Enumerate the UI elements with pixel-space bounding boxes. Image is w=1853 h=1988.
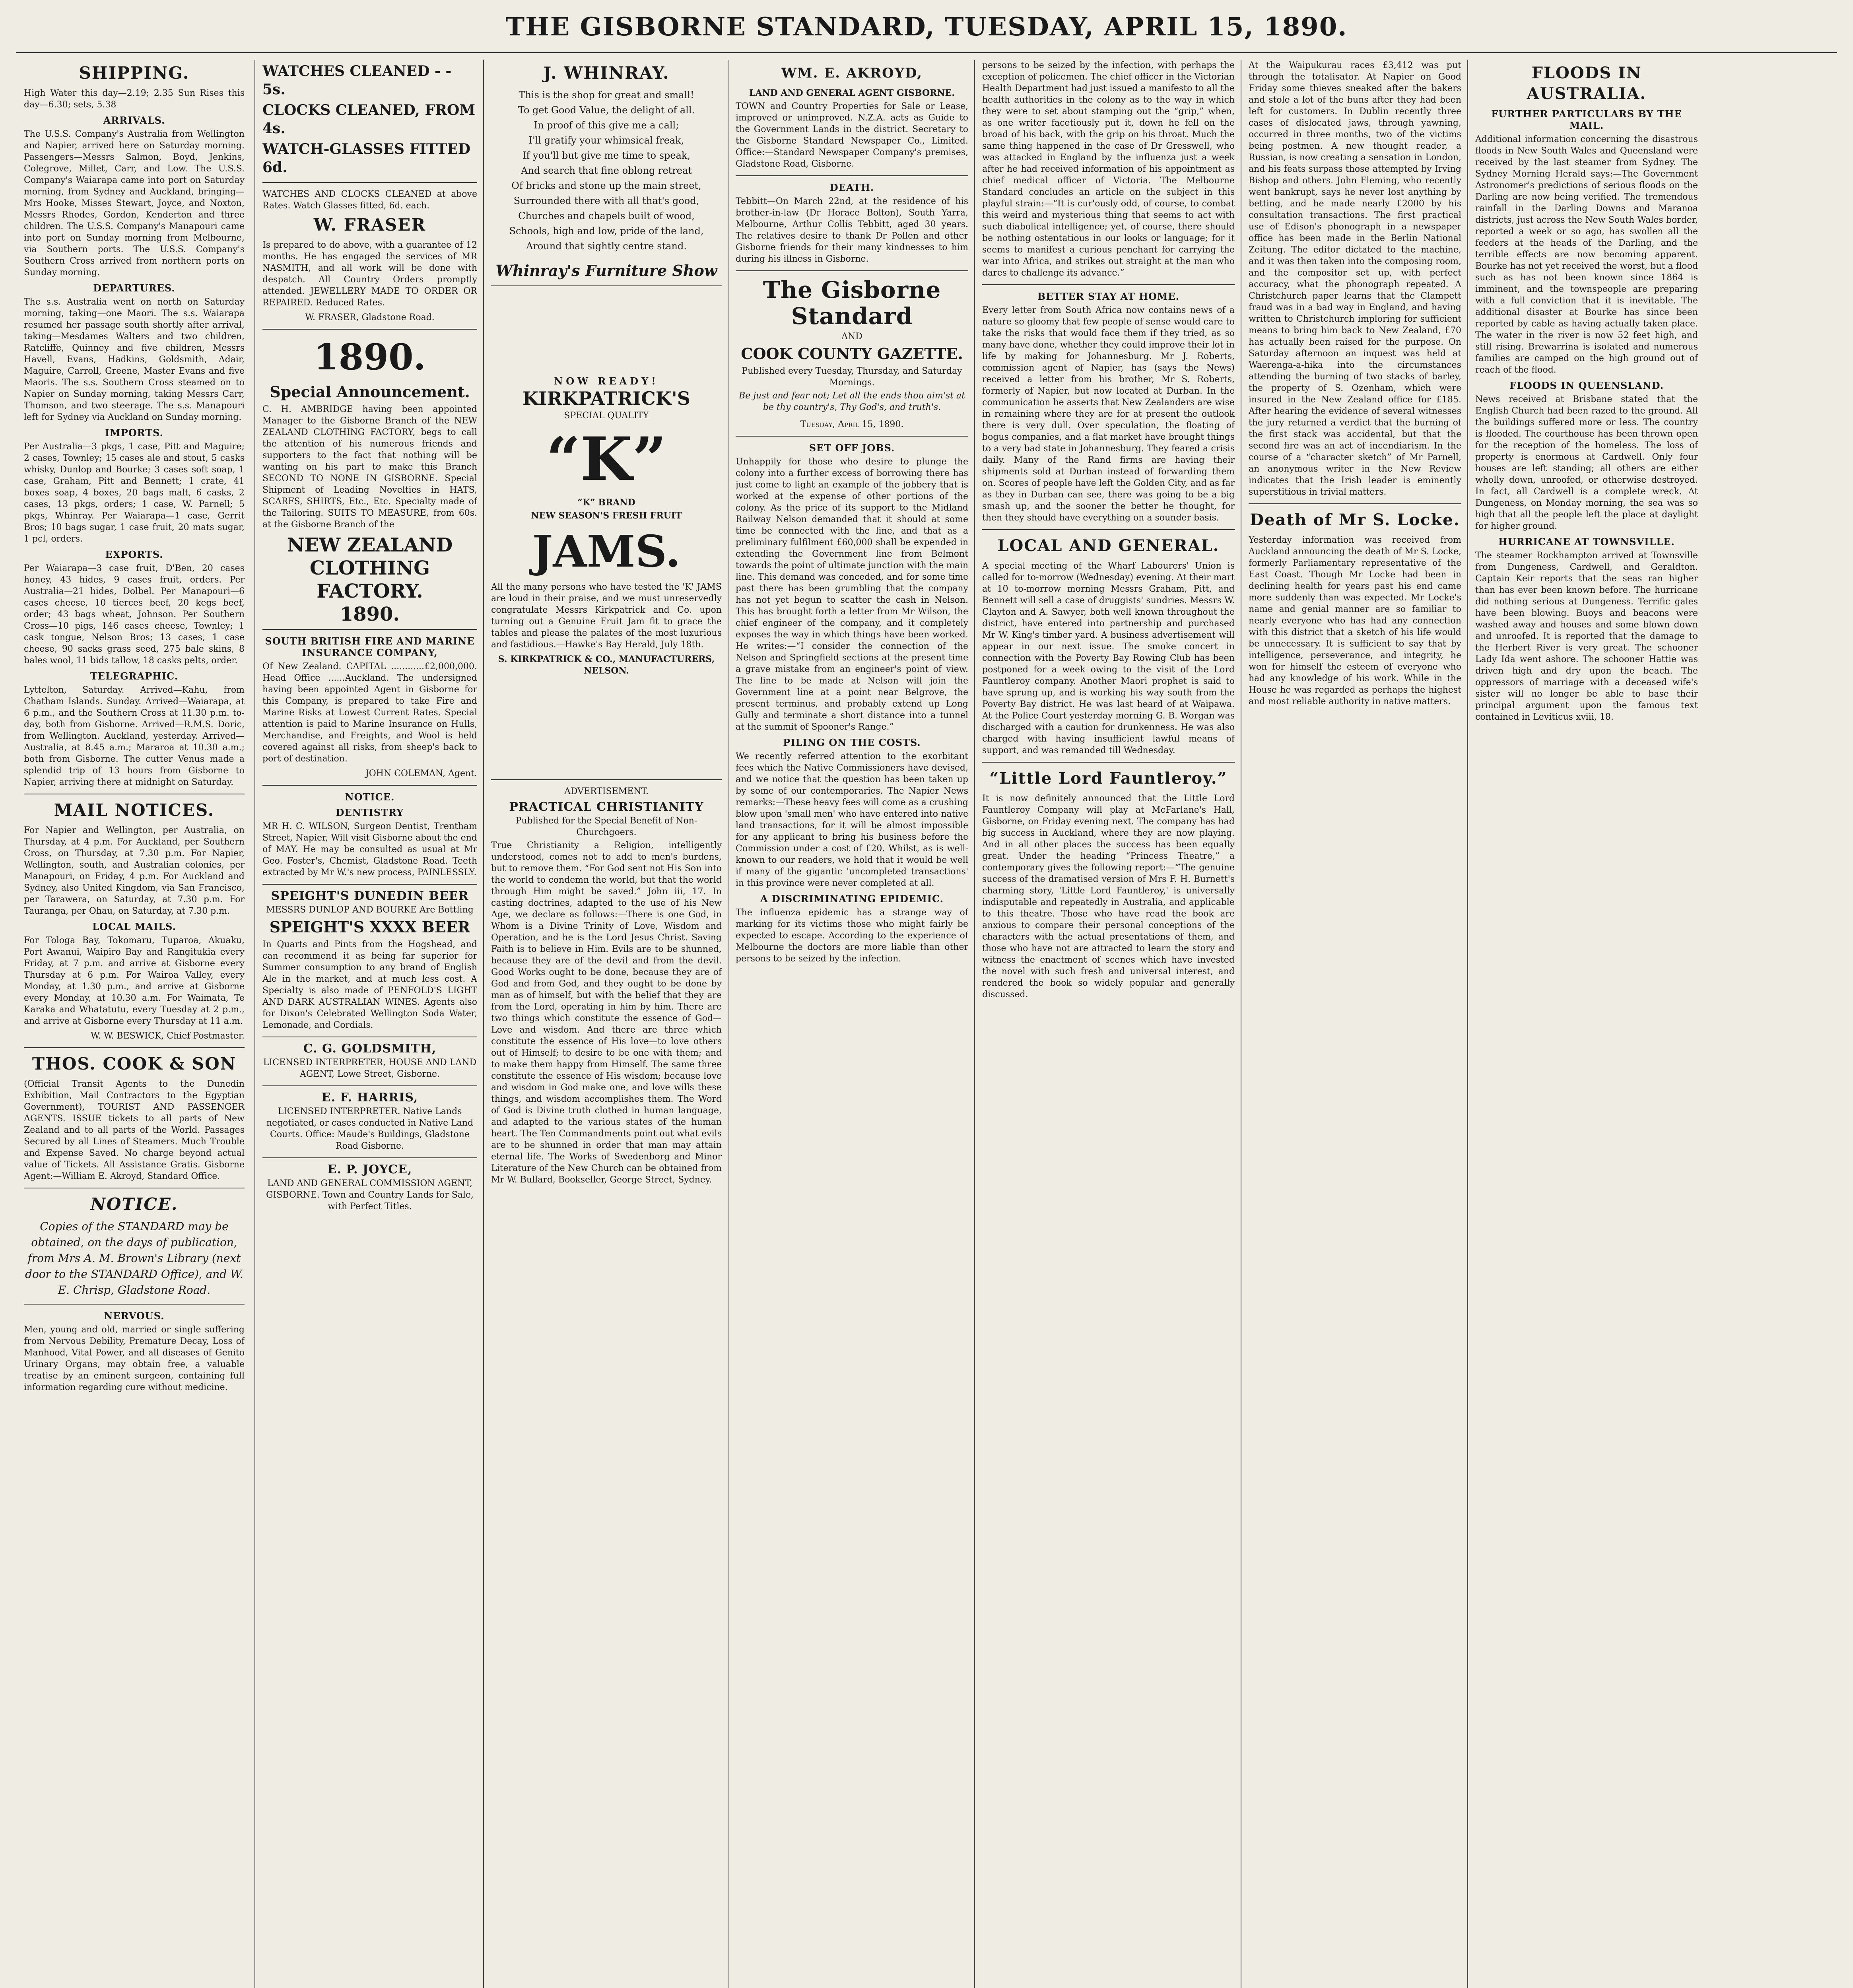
better-stay-heading: BETTER STAY AT HOME. <box>1037 291 1180 302</box>
whinray-verse <box>491 87 722 254</box>
masthead: THE GISBORNE STANDARD, TUESDAY, APRIL 15, 1890. <box>505 12 1348 42</box>
verse-line: To get Good Value, the delight of all. <box>518 105 695 116</box>
speight-sub: MESSRS DUNLOP AND BOURKE Are Bottling <box>266 905 474 915</box>
column-rule <box>1467 60 1468 1988</box>
divider <box>24 1047 245 1048</box>
setoff-heading: SET OFF JOBS. <box>809 442 895 454</box>
harris-heading: E. F. HARRIS, <box>321 1091 418 1105</box>
local-general-heading: LOCAL AND GENERAL. <box>997 536 1220 555</box>
column-4 <box>736 60 968 1988</box>
dentistry-notice: NOTICE. <box>345 791 395 803</box>
paper-title: The Gisborne Standard <box>763 276 941 330</box>
divider <box>736 436 968 437</box>
shipping-heading: SHIPPING. <box>79 63 190 83</box>
column-2 <box>262 60 477 1988</box>
furniture-show: Whinray's Furniture Show <box>495 262 717 280</box>
hurricane-text: The steamer Rockhampton arrived at Townsville from Dungeness, Cardwell, and Geraldton. Captain Keir reports that the seas ran higher than has ever been known before. The hurricane did nothing serious at Dungeness. Terrific gales have been blowing. Buoys and beacons were washed away and houses and some blown down and unroofed. It is reported that the damage to the Herbert River is very great. The schooner Lady Ida went ashore. The schooner Hattie was driven high and dry upon the beach. The oppressors of marriage with a deceased wife's sister will no longer be able to base their principal argument upon the famous text contained in Leviticus xviii, 18. <box>1475 551 1698 722</box>
speight-beer: SPEIGHT'S XXXX BEER <box>269 918 470 936</box>
advertisement-label: ADVERTISEMENT. <box>564 786 649 796</box>
spacer <box>491 678 722 774</box>
year-heading: 1890. <box>314 336 426 378</box>
nz-year: 1890. <box>340 603 400 625</box>
epidemic-continued: persons to be seized by the infection, with perhaps the exception of policemen. The chief officer in the Victorian Health Department had just issued a manifesto to all the health authorities in the colony as to the way in which they were to set about stamping out the “grip,” when, as one writer facetiously put it, down he fell on the broad of his back, with the grip on his throat. Much the same thing happened in the case of Dr Gresswell, who was attacked in England by the influenza just a week after he had received information of his appointment as chief medical officer of Victoria. The Melbourne Standard concludes an article on the subject in this playful strain:—“It is cur'ously odd, of course, to combat this weird and mysterious thing that seems to act with such diabolical intelligence; yet, of course, there should be nothing ostentatious in our looks or language; for it seems to manifest a curious penchant for carrying the war into Africa, and strikes out straight at the man who dares to challenge its advance.” <box>982 60 1235 278</box>
divider <box>24 1304 245 1305</box>
joyce-heading: E. P. JOYCE, <box>327 1163 412 1176</box>
akroyd-sub: LAND AND GENERAL AGENT GISBORNE. <box>749 88 955 98</box>
notice-heading: NOTICE. <box>90 1194 178 1214</box>
insurance-heading: SOUTH BRITISH FIRE AND MARINE INSURANCE COMPANY, <box>265 635 475 658</box>
verse-line: Surrounded there with all that's good, <box>513 195 699 206</box>
death-heading: DEATH. <box>829 182 874 193</box>
motto: Be just and fear not; Let all the ends thou aim'st at be thy country's, Thy God's, and truth's. <box>739 391 965 412</box>
locke-heading: Death of Mr S. Locke. <box>1250 511 1460 529</box>
verse-line: Around that sightly centre stand. <box>526 241 687 252</box>
akroyd-heading: WM. E. AKROYD, <box>781 65 923 81</box>
verse-line: And search that fine oblong retreat <box>521 165 692 176</box>
divider <box>982 529 1235 530</box>
divider <box>262 182 477 183</box>
divider <box>262 329 477 330</box>
exports-text: Per Waiarapa—3 case fruit, D'Ben, 20 cases honey, 43 hides, 9 cases fruit, orders. Per Australia—21 hides, Dolbel. Per Manapouri—6 cases cheese, 10 tierces beef, 20 kegs beef, order; 43 bags wheat, Johnson. Per Southern Cross—10 pigs, 146 cases cheese, Townley; 1 cask tongue, Nelson Bros; 13 cases, 1 case cheese, 90 sacks grass seed, 275 bale skins, 8 bales wool, 11 bids tallow, 18 casks pelts, order. <box>24 563 245 666</box>
divider <box>262 884 477 885</box>
floods-queensland-text: News received at Brisbane stated that the English Church had been razed to the ground. All the buildings suffered more or less. The country is flooded. The courthouse has been thrown open for the reception of the homeless. The loss of property is enormous at Cardwell. Only four houses are left standing; all others are either wholly down, unroofed, or otherwise destroyed. In fact, all Cardwell is a complete wreck. At Dungeness, on Monday morning, the sea was so high that all the people left the place at daylight for higher ground. <box>1475 394 1698 531</box>
floods-australia-heading: FLOODS IN AUSTRALIA. <box>1527 64 1647 103</box>
tides: High Water this day—2.19; 2.35 Sun Rises this day—6.30; sets, 5.38 <box>24 88 245 110</box>
nervous-heading: NERVOUS. <box>104 1310 165 1322</box>
local-items: At the Waipukurau races £3,412 was put through the totalisator. At Napier on Good Friday some thieves sneaked after the bakers and stole a lot of the buns after they had been left for customers. In Dublin recently three cases of dislocated jaws, through yawning, occurred in three months, two of the victims being postmen. A new thought reader, a Russian, is now creating a sensation in London, and his feats surpass those attempted by Irving Bishop and others. John Fleming, who recently went bankrupt, says he never lost anything by betting, and he made nearly £2000 by his consultation transactions. The first practical use of Edison's phonograph in a newspaper office has been made in the Berlin National Zeitung. The editor dictated to the machine, and it was then taken into the composing room, and the compositor set up, with perfect accuracy, what the phonograph repeated. A Christchurch paper learns that the Clampett fraud was in a bad way in England, and having written to Christchurch imploring for sufficient means to bring him back to New Zealand, £70 has actually been raised for the purpose. On Saturday afternoon an inquest was held at Waerenga-a-hika into the circumstances attending the burning of two stacks of barley, the property of S. Ozenham, which were insured in the New Zealand office for £185. After hearing the evidence of several witnesses the jury returned a verdict that the burning of the first stack was accidental, but that the second fire was an act of incendiarism. In the course of a “character sketch” of Mr Parnell, an anonymous writer in the New Review indicates that the Irish leader is eminently superstitious in trivial matters. <box>1249 60 1461 497</box>
paper-title-and: AND <box>841 332 862 342</box>
insurance-text: Of New Zealand. CAPITAL ............£2,000,000. Head Office ......Auckland. The undersigned having been appointed Agent in Gisborne for this Company, is prepared to take Fire and Marine Risks at Lowest Current Rates. Special attention is paid to Marine Insurance on Hulls, Merchandise, and Freights, and Wool is held covered against all risks, from sheep's back to port of destination. <box>262 662 477 764</box>
fraser-address: W. FRASER, Gladstone Road. <box>305 313 435 322</box>
divider <box>262 629 477 630</box>
jam-testimonial: All the many persons who have tested the 'K' JAMS are loud in their praise, and we must unreservedly congratulate Messrs Kirkpatrick and Co. upon turning out a Genuine Fruit Jam fit to grace the tables and please the palates of the most luxurious and fastidious.—Hawke's Bay Herald, July 18th. <box>491 582 722 650</box>
imports-heading: IMPORTS. <box>105 427 163 439</box>
cook-heading: THOS. COOK & SON <box>32 1054 237 1074</box>
fauntleroy-heading: “Little Lord Fauntleroy.” <box>989 769 1228 788</box>
departures-text: The s.s. Australia went on north on Saturday morning, taking—one Maori. The s.s. Waiarapa resumed her passage south shortly after arrival, taking—Mesdames Walters and two children, Ratcliffe, Quinney and five children, Messrs Havell, Evans, Hadkins, Goldsmith, Adair, Maguire, Carroll, Greene, Master Evans and five Maoris. The s.s. Southern Cross steamed on to Napier on Sunday morning, taking Messrs Carr, Thomson, and two steerage. The s.s. Manapouri left for Sydney via Auckland on Sunday morning. <box>24 297 245 422</box>
epidemic-text: The influenza epidemic has a strange way of marking for its victims those who might fairly be expected to escape. According to the experience of Melbourne the doctors are more liable than other persons to be seized by the infection. <box>736 908 968 964</box>
fraser-text: Is prepared to do above, with a guarantee of 12 months. He has engaged the services of MR NASMITH, and all work will be done with despatch. All Country Orders promptly attended. JEWELLERY MADE TO ORDER OR REPAIRED. Reduced Rates. <box>262 240 477 308</box>
akroyd-text: TOWN and Country Properties for Sale or Lease, improved or unimproved. N.Z.A. acts as Guide to the Government Lands in the district. Secretary to the Gisborne Standard Newspaper Co., Limited. Office:—Standard Newspaper Company's premises, Gladstone Road, Gisborne. <box>736 101 968 169</box>
watches-line: WATCHES CLEANED - - 5s. <box>262 63 452 98</box>
paper-subtitle: COOK COUNTY GAZETTE. <box>741 345 963 363</box>
k-mark: “K” <box>546 424 667 494</box>
divider <box>982 284 1235 285</box>
divider <box>736 175 968 176</box>
kirkpatrick-heading: KIRKPATRICK'S <box>522 388 690 409</box>
special-announcement: Special Announcement. <box>270 383 470 401</box>
hurricane-heading: HURRICANE AT TOWNSVILLE. <box>1498 536 1675 547</box>
issue-date: Tuesday, April 15, 1890. <box>800 419 904 429</box>
local-general-text: A special meeting of the Wharf Labourers' Union is called for to-morrow (Wednesday) evening. At their mart at 10 to-morrow morning Messrs Graham, Pitt, and Bennett will sell a case of druggists' sundries. Messrs W. Clayton and A. Sawyer, both well known throughout the district, have entered into partnership and purchased Mr W. King's timber yard. A business advertisement will appear in our next issue. The smoke concert in connection with the Poverty Bay Rowing Club has been postponed for a week owing to the visit of the Lord Fauntleroy company. Another Maori prophet is said to have sprung up, and is working his way south from the Poverty Bay district. He was last heard of at Waipawa. At the Police Court yesterday morning G. B. Worgan was discharged with a caution for drunkenness. He was also charged with having insufficient lawful means of support, and was remanded till Wednesday. <box>982 561 1235 755</box>
divider <box>262 785 477 786</box>
practical-christianity-text: True Christianity a Religion, intelligently understood, comes not to add to men's burdens, but to remove them. “For God sent not His Son into the world to condemn the world, but that the world through Him might be saved.” John iii, 17. In casting doctrines, adapted to the use of his New Age, we declare as follows:—There is one God, in Whom is a Divine Trinity of Love, Wisdom and Operation, and he is the Lord Jesus Christ. Saving Faith is to believe in Him. Evils are to be shunned, because they are of the devil and from the devil. Good Works ought to be done, because they are of God and from God, and they ought to be done by man as of himself, but with the belief that they are from the Lord, operating in him by him. There are two things which constitute the essence of God—Love and wisdom. And there are three which constitute the essence of His love—to love others out of Himself; to desire to be one with them; and to make them happy from Himself. The same three constitute the essence of His wisdom; because love and wisdom in God make one, and love wills these things, and wisdom accomplishes them. The Word of God is Divine truth clothed in human language, and adapted to the various states of the human heart. The Ten Commandments point out what evils are to be shunned in order that man may attain eternal life. The Works of Swedenborg and Minor Literature of the New Church can be obtained from Mr W. Bullard, Bookseller, George Street, Sydney. <box>491 841 722 1185</box>
arrivals-text: The U.S.S. Company's Australia from Wellington and Napier, arrived here on Saturday morning. Passengers—Messrs Salmon, Boyd, Jenkins, Colegrove, Millet, Carr, and Low. The U.S.S. Company's Waiarapa came into port on Saturday morning, from Sydney and Auckland, bringing—Mrs Hooke, Misses Stewart, Joyce, and Noxton, Messrs Rhodes, Gordon, Kenderton and three children. The U.S.S. Company's Manapouri came into port on Sunday morning from Melbourne, via Southern ports. The U.S.S. Company's Southern Cross arrived from northern ports on Sunday morning. <box>24 129 245 278</box>
exports-heading: EXPORTS. <box>105 549 163 560</box>
kirkpatrick-firm: S. KIRKPATRICK & CO., MANUFACTURERS, NELSON. <box>498 654 715 676</box>
now-ready: NOW READY! <box>554 375 659 387</box>
verse-line: Of bricks and stone up the main street, <box>511 180 701 191</box>
verse-line: I'll gratify your whimsical freak, <box>528 135 684 146</box>
masthead-rule <box>16 52 1837 53</box>
floods-sub: FURTHER PARTICULARS BY THE MAIL. <box>1491 108 1682 131</box>
verse-line: In proof of this give me a call; <box>534 120 679 131</box>
piling-heading: PILING ON THE COSTS. <box>783 737 921 748</box>
jams-heading: JAMS. <box>532 526 681 577</box>
local-mails-heading: LOCAL MAILS. <box>92 921 176 932</box>
special-quality: SPECIAL QUALITY <box>564 411 649 421</box>
divider <box>982 762 1235 763</box>
column-rule <box>974 60 975 1988</box>
new-season: NEW SEASON'S FRESH FRUIT <box>531 511 682 521</box>
whinray-heading: J. WHINRAY. <box>543 63 670 83</box>
practical-christianity-heading: PRACTICAL CHRISTIANITY <box>509 800 704 814</box>
verse-line: Churches and chapels built of wood, <box>518 210 695 221</box>
divider <box>262 1085 477 1086</box>
ambridge-text: C. H. AMBRIDGE having been appointed Manager to the Gisborne Branch of the NEW ZEALAND CLOTHING FACTORY, begs to call the attention of his numerous friends and supporters to the fact that nothing will be wanting on his part to make this Branch SECOND TO NONE IN GISBORNE. Special Shipment of Leading Novelties in HATS, SCARFS, SHIRTS, Etc., Etc. Specialty made of the Tailoring. SUITS TO MEASURE, from 60s. at the Gisborne Branch of the <box>262 404 477 530</box>
death-text: Tebbitt—On March 22nd, at the residence of his brother-in-law (Dr Horace Bolton), South Yarra, Melbourne, Arthur Collis Tebbitt, aged 30 years. The relatives desire to thank Dr Pollen and other Gisborne friends for their many kindnesses to him during his illness in Gisborne. <box>736 196 968 264</box>
piling-text: We recently referred attention to the exorbitant fees which the Native Commissioners have devised, and we notice that the question has been taken up by some of our contemporaries. The Napier News remarks:—These heavy fees will come as a crushing blow upon 'small men' who have entered into native land transactions, for it will be almost impossible for any applicant to bring his business before the Commission under a cost of £20. Whilst, as is well-known to our readers, we hold that it would be well if many of the gigantic 'uncompleted transactions' in this province were never completed at all. <box>736 751 968 888</box>
divider <box>1249 503 1461 504</box>
divider <box>262 1157 477 1158</box>
local-mails-text: For Tologa Bay, Tokomaru, Tuparoa, Akuaku, Port Awanui, Waipiro Bay and Rangitukia every Friday, at 7 p.m. and arrive at Gisborne every Thursday at 6 p.m. For Wairoa Valley, every Monday, at 1.30 p.m., and arrive at Gisborne every Monday, at 10.30 a.m. For Waimata, Te Karaka and Whatatutu, every Tuesday at 2 p.m., and arrive at Gisborne every Thursday at 11 a.m. <box>24 936 245 1026</box>
notice-text: Copies of the STANDARD may be obtained, on the days of publication, from Mrs A. M. Brown's Library (next door to the STANDARD Office), and W. E. Chrisp, Gladstone Road. <box>25 1220 243 1297</box>
column-rule <box>483 60 484 1988</box>
divider <box>491 285 722 286</box>
departures-heading: DEPARTURES. <box>93 282 175 294</box>
better-stay-text: Every letter from South Africa now contains news of a nature so gloomy that few people of sense would care to take the risks that would face them if they tried, as so many have done, whether they could improve their lot in life by making for Johannesburg. Mr J. Roberts, commission agent of Napier, has (says the News) received a letter from his brother, Mr S. Roberts, formerly of Napier, but now located at Durban. In the communication he asserts that New Zealanders are wise in remaining where they are for at present the outlook there is very dull. Over speculation, the floating of bogus companies, and a flat market have brought things to a very bad state in Johannesburg. They feared a crisis daily. Many of the Rand firms are having their shipments sold at Durban instead of forwarding them on. Scores of people have left the Golden City, and as far as they in Durban can see, there was going to be a big smash up, and the sooner the better he thought, for then they should have everything on a sounder basis. <box>982 305 1235 523</box>
imports-text: Per Australia—3 pkgs, 1 case, Pitt and Maguire; 2 cases, Townley; 15 cases ale and stout, 5 casks whisky, Dunlop and Bourke; 3 cases soft soap, 1 case, Graham, Pitt and Bennett; 1 crate, 41 boxes soap, 4 boxes, 20 bags malt, 6 casks, 2 cases, 13 pkgs, orders; 1 case, W. Parnell; 5 pkgs, Whinray. Per Waiarapa—1 case, Gerrit Bros; 10 bags sugar, 1 case fruit, 20 mats sugar, 1 pcl, orders. <box>24 442 245 544</box>
nervous-text: Men, young and old, married or single suffering from Nervous Debility, Premature Decay, Loss of Manhood, Vital Power, and all diseases of Genito Urinary Organs, may obtain free, a valuable treatise by an eminent surgeon, containing full information regarding cure without medicine. <box>24 1325 245 1392</box>
verse-line: This is the shop for great and small! <box>519 89 694 101</box>
mail-notices-heading: MAIL NOTICES. <box>54 800 215 820</box>
spacer <box>491 292 722 371</box>
k-brand: “K” BRAND <box>577 497 635 508</box>
cook-text: (Official Transit Agents to the Dunedin Exhibition, Mail Contractors to the Egyptian Government), TOURIST AND PASSENGER AGENTS. ISSUE tickets to all parts of New Zealand and to all parts of the World. Passages Secured by all Lines of Steamers. Much Trouble and Expense Saved. No charge beyond actual value of Tickets. All Assistance Gratis. Gisborne Agent:—William E. Akroyd, Standard Office. <box>24 1079 245 1181</box>
verse-line: If you'll but give me time to speak, <box>522 150 691 161</box>
watches-body: WATCHES AND CLOCKS CLEANED at above Rates. Watch Glasses fitted, 6d. each. <box>262 189 477 211</box>
glasses-line: WATCH-GLASSES FITTED 6d. <box>262 141 471 176</box>
locke-text: Yesterday information was received from Auckland announcing the death of Mr S. Locke, formerly Parliamentary representative of the East Coast. Though Mr Locke had been in declining health for years past his end came more suddenly than was expected. Mr Locke's name and genial manner are so familiar to nearly everyone who has had any connection with this district that a sketch of his life would be unnecessary. It is sufficient to say that by intelligence, perseverance, and integrity, he won for himself the esteem of everyone who had any knowledge of his work. While in the House he was regarded as perhaps the highest and most reliable authority in native matters. <box>1249 535 1461 707</box>
dentistry-text: MR H. C. WILSON, Surgeon Dentist, Trentham Street, Napier, Will visit Gisborne about the end of MAY. He may be consulted as usual at Mr Geo. Foster's, Chemist, Gladstone Road. Teeth extracted by Mr W.'s new process, PAINLESSLY. <box>262 821 477 878</box>
goldsmith-text: LICENSED INTERPRETER, HOUSE AND LAND AGENT, Lowe Street, Gisborne. <box>263 1058 477 1079</box>
fauntleroy-text: It is now definitely announced that the Little Lord Fauntleroy Company will play at McFarlane's Hall, Gisborne, on Friday evening next. The company has had big success in Auckland, where they are now playing. And in all other places the success has been equally great. Under the heading “Princess Theatre,” a contemporary gives the following report:—“The genuine success of the dramatised version of Mrs F. H. Burnett's charming story, 'Little Lord Fauntleroy,' is universally indisputable and repeatedly in Australia, and applicable to this theatre. Those who have read the book are anxious to compare their personal conceptions of the characters with the actual presentations of them, and those who have not are attracted to learn the story and witness the enactment of scenes which have invested the novel with such fresh and universal interest, and rendered the book so widely popular and generally discussed. <box>982 794 1235 1000</box>
column-rule <box>254 60 255 1988</box>
column-1 <box>24 60 245 1988</box>
column-6 <box>1249 60 1461 1988</box>
nz-clothing-factory: NEW ZEALAND CLOTHING FACTORY. <box>287 534 453 602</box>
epidemic-heading: A DISCRIMINATING EPIDEMIC. <box>760 893 944 905</box>
arrivals-heading: ARRIVALS. <box>103 115 165 126</box>
telegraphic-text: Lyttelton, Saturday. Arrived—Kahu, from Chatham Islands. Sunday. Arrived—Waiarapa, at 6 p.m., and the Southern Cross at 11.30 p.m. to-day, both from Gisborne. Arrived—R.M.S. Doric, from Wellington. Auckland, yesterday. Arrived—Australia, at 8.45 a.m.; Mararoa at 10.30 a.m.; both from Gisborne. The cutter Venus made a splendid trip of 13 hours from Gisborne to Napier, arriving there at midnight on Saturday. <box>24 685 245 787</box>
column-5 <box>982 60 1235 1988</box>
insurance-agent: JOHN COLEMAN, Agent. <box>365 769 477 779</box>
divider <box>491 779 722 780</box>
floods-text: Additional information concerning the disastrous floods in New South Wales and Queensland were received by the last steamer from Sydney. The Sydney Morning Herald says:—The Government Astronomer's predictions of serious floods on the Darling are now being verified. The tremendous rainfall in the Darling Downs and Maranoa districts, just across the New South Wales border, reported a week or so ago, has swollen all the feeders at the heads of the Darling, and the terrible effects are now becoming apparent. Bourke has not yet received the worst, but a flood such as has not been known since 1864 is imminent, and the townspeople are preparing with a full conviction that it is inevitable. The additional disaster at Bourke has since been reported by cable as having actually taken place. The water in the river is now 52 feet high, and still rising. Brewarrina is isolated and numerous families are camped on the high ground out of reach of the flood. <box>1475 134 1698 375</box>
floods-queensland-heading: FLOODS IN QUEENSLAND. <box>1509 380 1664 391</box>
column-7 <box>1475 60 1698 1988</box>
speight-text: In Quarts and Pints from the Hogshead, and can recommend it as being far superior for Summer consumption to any brand of English Ale in the market, and at much less cost. A Specialty is also made of PENFOLD'S LIGHT AND DARK AUSTRALIAN WINES. Agents also for Dixon's Celebrated Wellington Soda Water, Lemonade, and Cordials. <box>262 940 477 1030</box>
mail-text: For Napier and Wellington, per Australia, on Thursday, at 4 p.m. For Auckland, per Southern Cross, on Thursday, at 7.30 p.m. For Napier, Wellington, south, and Australian colonies, per Manapouri, on Friday, 4 p.m. For Auckland and Sydney, also United Kingdom, via San Francisco, per Tarawera, on Saturday, at 7.30 p.m. For Tauranga, per Ohau, on Saturday, at 7.30 p.m. <box>24 825 245 916</box>
joyce-text: LAND AND GENERAL COMMISSION AGENT, GISBORNE. Town and Country Lands for Sale, with Perfect Titles. <box>266 1178 474 1211</box>
divider <box>736 270 968 271</box>
postmaster: W. W. BESWICK, Chief Postmaster. <box>90 1031 245 1041</box>
practical-christianity-sub: Published for the Special Benefit of Non-Churchgoers. <box>515 816 697 837</box>
clocks-line: CLOCKS CLEANED, FROM 4s. <box>262 102 476 137</box>
telegraphic-heading: TELEGRAPHIC. <box>90 670 179 682</box>
harris-text: LICENSED INTERPRETER. Native Lands negotiated, or cases conducted in Native Land Courts. Office: Maude's Buildings, Gladstone Road Gisborne. <box>266 1107 474 1151</box>
dentistry-heading: DENTISTRY <box>336 807 404 818</box>
speight-heading: SPEIGHT'S DUNEDIN BEER <box>271 889 469 903</box>
setoff-text: Unhappily for those who desire to plunge the colony into a further excess of borrowing there has just come to light an example of the jobbery that is worked at the expense of other portions of the colony. As the price of its support to the Midland Railway Nelson demanded that it should at some time be connected with the line, and that as a preliminary fulfilment £60,000 shall be expended in extending the Government line from Belmont towards the point of ultimate junction with the main line. This demand was conceded, and for some time past there has been grumbling that the company has not yet begun to scatter the cash in Nelson. This has brought forth a letter from Mr Wilson, the chief engineer of the company, and it completely exposes the way in which things have been worked. He writes:—“I consider the connection of the Nelson and Springfield sections at the present time a grave mistake from an engineer's point of view. The line to be made at Nelson will join the Government line at a point near Belgrove, the present terminus, and probably extend up Long Gully and terminate a short distance into a tunnel at the summit of Spooner's Range.” <box>736 457 968 732</box>
publication-days: Published every Tuesday, Thursday, and Saturday Mornings. <box>742 366 962 388</box>
verse-line: Schools, high and low, pride of the land, <box>509 225 704 237</box>
column-3 <box>491 60 722 1988</box>
fraser-heading: W. FRASER <box>313 215 426 235</box>
goldsmith-heading: C. G. GOLDSMITH, <box>303 1042 437 1056</box>
